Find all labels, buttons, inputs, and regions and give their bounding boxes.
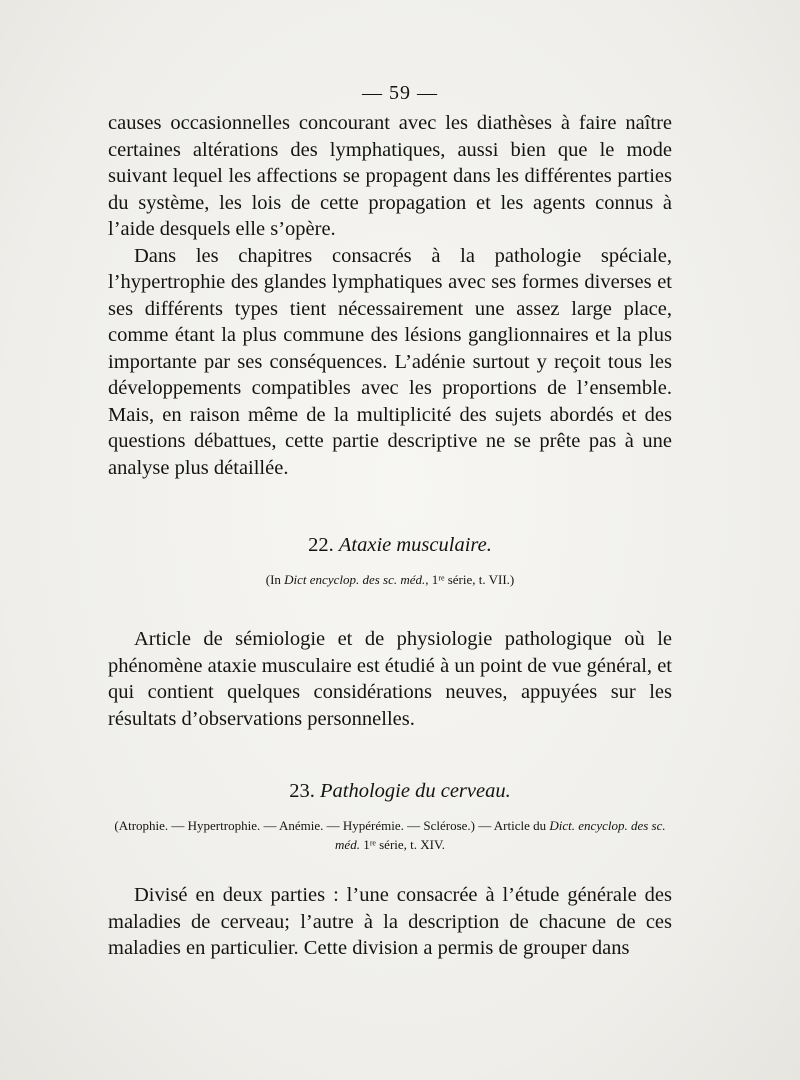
text-block-intro (108, 110, 672, 481)
paragraph-cerveau: Divisé en deux parties : l’une consacrée à l’étude générale des maladies de cerveau; l’autre à la description de chacune de ces maladies en particulier. Cette division a permis de grouper dans (108, 884, 672, 959)
section-reference-23 (108, 816, 672, 854)
section-reference-22 (108, 570, 672, 589)
section-heading-23 (0, 780, 800, 803)
ref-prefix: (Atrophie. — Hypertrophie. — Anémie. — Hypérémie. — Sclérose.) — Article du (114, 818, 550, 833)
ref-prefix: (In (265, 572, 285, 587)
text-block-23 (108, 882, 672, 962)
section-number: 22. (308, 534, 334, 556)
ref-suffix: , 1ʳᵉ série, t. VII.) (425, 572, 515, 587)
ref-journal: Dict. encyclop. des sc. méd. (335, 818, 666, 852)
paragraph-pathologie-speciale: Dans les chapitres consacrés à la pathologie spéciale, l’hypertrophie des glandes lymphatiques avec ses formes diverses et ses différents types tient nécessairement une assez large place, comme étant la plus commune des lésions ganglionnaires et la plus importante par ses conséquences. L’adénie surtout y reçoit tous les développements compatibles avec les proportions de l’ensemble. Mais, en raison même de la multiplicité des sujets abordés et des questions débattues, cette partie descriptive ne se prête pas à une analyse plus détaillée. (108, 244, 672, 479)
paragraph-causes: causes occasionnelles concourant avec les diathèses à faire naître certaines altérations des lymphatiques, aussi bien que le mode suivant lequel les affections se propagent dans les différentes parties du système, les lois de cette propagation et les agents connus à l’aide desquels elle s’opère. (108, 112, 672, 240)
page-number: — 59 — (362, 82, 438, 104)
ref-suffix: 1ʳᵉ série, t. XIV. (359, 837, 445, 852)
paragraph-ataxie: Article de sémiologie et de physiologie pathologique où le phénomène ataxie musculaire est étudié à un point de vue général, et qui contient quelques considérations neuves, appuyées sur les résultats d’observations personnelles. (108, 628, 672, 730)
section-number: 23. (289, 780, 315, 802)
text-block-22 (108, 626, 672, 732)
section-title: Pathologie du cerveau. (320, 780, 511, 802)
ref-journal: Dict encyclop. des sc. méd. (284, 572, 426, 587)
section-heading-22 (0, 534, 800, 557)
section-title: Ataxie musculaire. (338, 534, 492, 556)
